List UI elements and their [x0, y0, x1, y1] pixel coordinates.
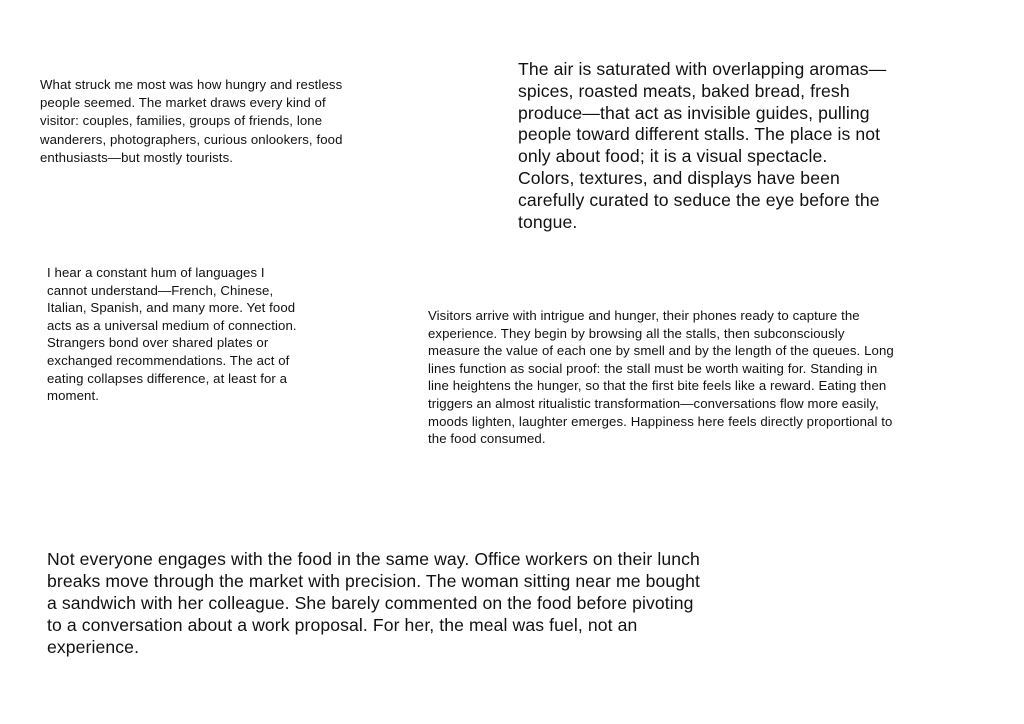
paragraph-aromas: The air is saturated with overlapping aromas—spices, roasted meats, baked bread, fresh produce—that act as invisible guides, pulling people toward different stalls. The place is not only about food; it is a visual spectacle. Colors, textures, and displays have been carefully curated to seduce the eye before the tongue.: [518, 59, 887, 232]
paragraph-office-workers: Not everyone engages with the food in the same way. Office workers on their lunch breaks move through the market with precision. The woman sitting near me bought a sandwich with her colleague. She barely commented on the food before pivoting to a conversation about a work proposal. For her, the meal was fuel, not an experience.: [47, 549, 701, 657]
paragraph-visitor-behavior: Visitors arrive with intrigue and hunger, their phones ready to capture the experience. They begin by browsing all the stalls, then subconsciously measure the value of each one by smell and by the length of the queues. Long lines function as social proof: the stall must be worth waiting for. Standing in line heightens the hunger, so that the first bite feels like a reward. Eating then triggers an almost ritualistic transformation—conversations flow more easily, moods lighten, laughter emerges. Happiness here feels directly proportional to the food consumed.: [428, 308, 894, 447]
paragraph-languages: I hear a constant hum of languages I cannot understand—French, Chinese, Italian, Spanish, and many more. Yet food acts as a universal medium of connection. Strangers bond over shared plates or exchanged recommendations. The act of eating collapses difference, at least for a moment.: [47, 265, 297, 404]
paragraph-visitors-types: What struck me most was how hungry and restless people seemed. The market draws every kind of visitor: couples, families, groups of friends, lone wanderers, photographers, curious onlookers, food enthusiasts—but mostly tourists.: [40, 77, 343, 165]
